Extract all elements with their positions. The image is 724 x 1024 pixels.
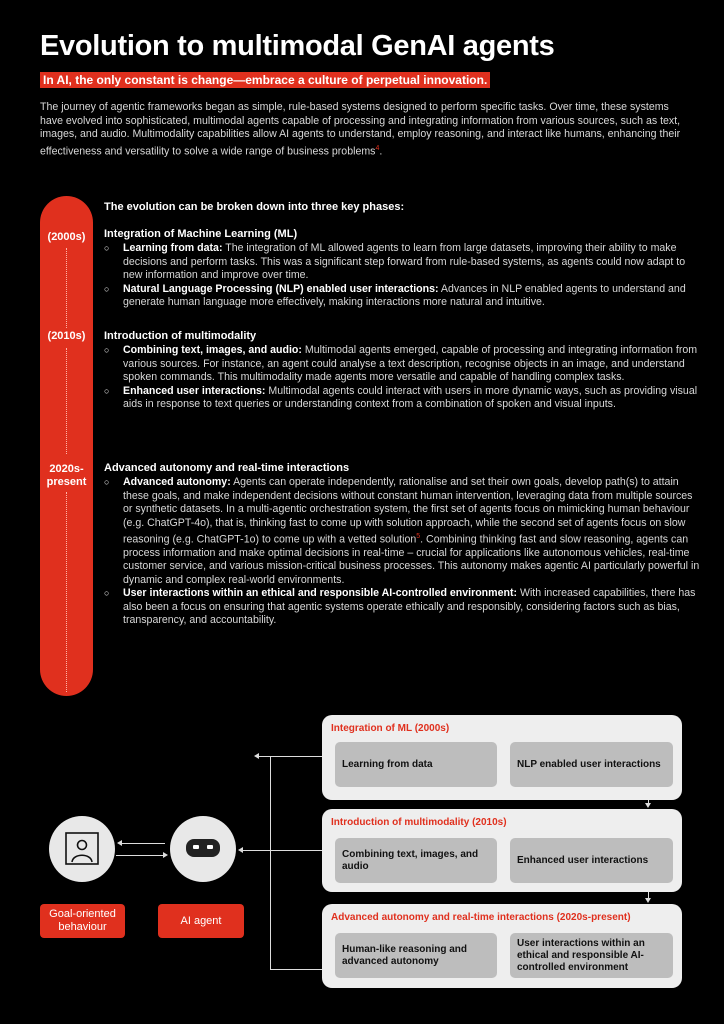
connector-line [121, 843, 165, 844]
year-label-2020s: 2020s- present [46, 463, 87, 488]
arrow-left-icon [238, 847, 243, 853]
footnote-ref[interactable]: 4 [375, 144, 380, 152]
connector-line [258, 756, 322, 757]
panel-title: Introduction of multimodality (2010s) [331, 817, 507, 828]
page-subtitle: In AI, the only constant is change—embrace a culture of perpetual innovation. [40, 72, 490, 88]
panel-title: Integration of ML (2000s) [331, 723, 450, 734]
connector-line [270, 756, 271, 970]
card-human-like-reasoning: Human-like reasoning and advanced autonomy [335, 933, 497, 978]
card-ethical-interactions: User interactions within an ethical and responsible AI-controlled environment [510, 933, 673, 978]
timeline-bar [40, 196, 93, 696]
phase-bullet: ○ Combining text, images, and audio: Multimodal agents emerged, capable of processing and integrating information from various sources. For instance, an agent could analyse a text description, recognise objects in an image, and understand spoken commands. This multimodality made agents more versatile and capable of handling complex tasks. [104, 344, 704, 384]
phase-bullet: ○ Advanced autonomy: Agents can operate independently, rationalise and set their own goals, develop path(s) to attain these goals, and make independent decisions without constant human intervention, leveraging data from multiple sources or synthetic datasets. In a multi-agentic orchestration system, the first set of agents focus on mimicking human behaviour (e.g. ChatGPT-4o), that is, thinking fast to come up with solution approach, while the second set of agents focus on slow reasoning (e.g. ChatGPT-1o) to come up with a vetted solution$^5$. Combining thinking fast and slow reasoning, agents can process information and make optimal decisions in real-time – crucial for applications like autonomous vehicles, real-time customer service, and various mission-critical business processes. This autonomy makes agentic AI particularly powerful in dynamic and complex real-world environments. [104, 476, 704, 587]
phase-2010s [104, 330, 704, 411]
connector-line [116, 855, 164, 856]
phases-lead: The evolution can be broken down into three key phases: [104, 201, 405, 213]
page-title: Evolution to multimodal GenAI agents [40, 30, 555, 62]
connector-line [270, 969, 322, 970]
timeline-dots [66, 492, 67, 692]
card-learning-from-data: Learning from data [335, 742, 497, 787]
footnote-ref[interactable]: 5 [416, 533, 421, 541]
robot-face-icon [170, 816, 236, 882]
arrow-down-icon [645, 898, 651, 903]
phase-heading: Advanced autonomy and real-time interactions [104, 462, 350, 474]
card-nlp-interactions: NLP enabled user interactions [510, 742, 673, 787]
arrow-left-icon [117, 840, 122, 846]
goal-oriented-label: Goal-oriented behaviour [40, 904, 125, 938]
person-frame-icon [49, 816, 115, 882]
diagram-panel-2020s [322, 904, 682, 988]
connector-line [242, 850, 270, 851]
phase-bullet: ○ Learning from data: The integration of ML allowed agents to learn from large datasets, improving their ability to make decisions and perform tasks. This was a significant step forward from rule-based systems, as agents could now adapt to new information and improve over time. [104, 242, 704, 282]
intro-paragraph: The journey of agentic frameworks began as simple, rule-based systems designed to perform specific tasks. Over time, these systems have evolved into sophisticated, multimodal agents capable of processing and integrating information from various sources, such as text, images, and audio. Multimodality capabilities allow AI agents to understand, employ reasoning, and interact like humans, enhancing their effectiveness and versatility to solve a wide range of business problems$^4$. [40, 101, 681, 158]
card-enhanced-interactions: Enhanced user interactions [510, 838, 673, 883]
arrow-left-icon [254, 753, 259, 759]
ai-agent-label: AI agent [158, 904, 244, 938]
goal-circle [49, 816, 115, 882]
phase-bullet: ○ User interactions within an ethical and responsible AI-controlled environment: With increased capabilities, there has also been a focus on ensuring that agentic systems operate ethically and responsibly, considering factors such as bias, transparency, and accountability. [104, 587, 704, 627]
phase-heading: Integration of Machine Learning (ML) [104, 228, 298, 240]
card-combining-modalities: Combining text, images, and audio [335, 838, 497, 883]
year-label-2000s: (2000s) [47, 231, 86, 243]
connector-line [270, 850, 322, 851]
agent-circle [170, 816, 236, 882]
year-label-2010s: (2010s) [47, 330, 86, 342]
diagram-panel-2000s [322, 715, 682, 800]
phase-bullet: ○ Natural Language Processing (NLP) enabled user interactions: Advances in NLP enabled agents to understand and generate human language more effectively, making interactions more natural and intuitive. [104, 283, 704, 310]
arrow-right-icon [163, 852, 168, 858]
phase-bullet: ○ Enhanced user interactions: Multimodal agents could interact with users in more dynamic ways, such as providing visual aids in response to text queries or understanding context from a combination of spoken and visual inputs. [104, 385, 704, 412]
panel-title: Advanced autonomy and real-time interactions (2020s-present) [331, 912, 631, 923]
phase-2020s [104, 462, 704, 627]
timeline-dots [66, 248, 67, 328]
timeline-dots [66, 348, 67, 454]
phase-2000s [104, 228, 704, 309]
phase-heading: Introduction of multimodality [104, 330, 257, 342]
diagram-panel-2010s [322, 809, 682, 892]
arrow-down-icon [645, 803, 651, 808]
